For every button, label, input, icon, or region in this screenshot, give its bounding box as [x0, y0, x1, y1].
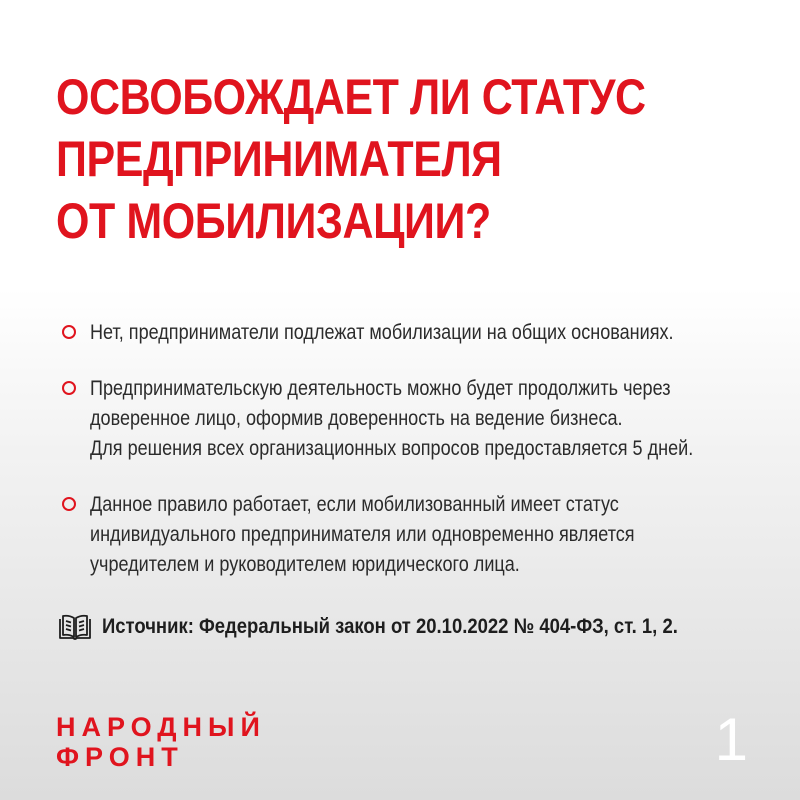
bullet-line: учредителем и руководителем юридического лица. — [90, 553, 520, 576]
page-title — [56, 66, 646, 252]
bullet-text — [90, 490, 744, 580]
bullet-line: Для решения всех организационных вопросов предоставляется 5 дней. — [90, 437, 694, 460]
title-line: ОСВОБОЖДАЕТ ЛИ СТАТУС — [56, 69, 646, 125]
book-icon — [58, 613, 92, 641]
source-citation — [58, 612, 756, 642]
bullet-item — [62, 318, 762, 348]
brand-logo — [56, 712, 266, 772]
title-line: ОТ МОБИЛИЗАЦИИ? — [56, 193, 491, 249]
bullet-line: Данное правило работает, если мобилизованный имеет статус — [90, 493, 619, 516]
bullet-line: индивидуального предпринимателя или одновременно является — [90, 523, 635, 546]
source-text: Источник: Федеральный закон от 20.10.2022 № 404-ФЗ, ст. 1, 2. — [102, 615, 678, 638]
bullet-circle-icon — [62, 381, 76, 395]
bullet-circle-icon — [62, 325, 76, 339]
bullet-text — [90, 374, 744, 464]
bullet-circle-icon — [62, 497, 76, 511]
logo-line: НАРОДНЫЙ — [56, 712, 266, 742]
title-line: ПРЕДПРИНИМАТЕЛЯ — [56, 131, 502, 187]
bullet-line: Предпринимательскую деятельность можно будет продолжить через — [90, 377, 671, 400]
bullet-line: доверенное лицо, оформив доверенность на ведение бизнеса. — [90, 407, 623, 430]
page-number: 1 — [714, 706, 748, 773]
bullet-item — [62, 374, 762, 464]
bullet-text — [90, 318, 744, 348]
bullet-item — [62, 490, 762, 580]
bullet-line: Нет, предприниматели подлежат мобилизации на общих основаниях. — [90, 321, 674, 344]
logo-line: ФРОНТ — [56, 742, 184, 772]
bullet-list — [62, 318, 762, 606]
